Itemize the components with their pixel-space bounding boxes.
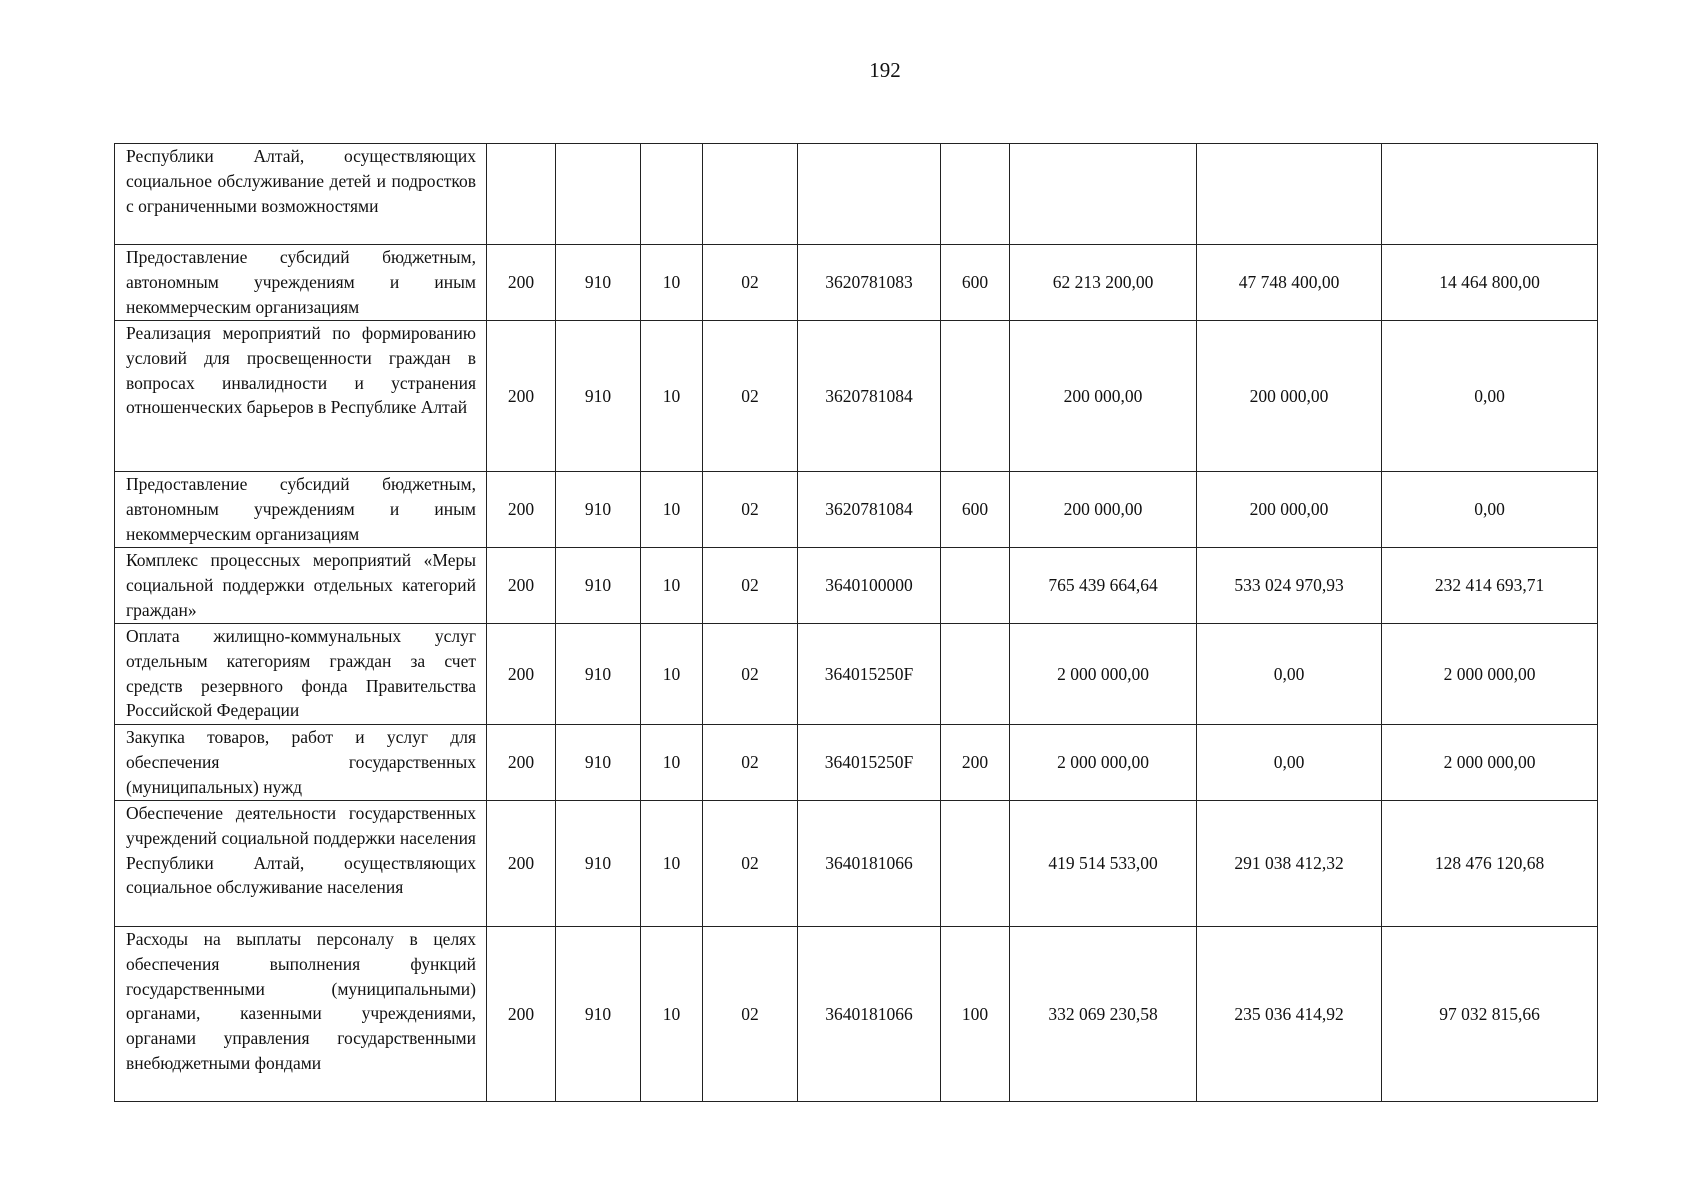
cell-col3	[556, 144, 641, 245]
cell-col4: 10	[641, 725, 703, 801]
cell-col9: 200 000,00	[1197, 321, 1382, 472]
cell-col10: 128 476 120,68	[1382, 801, 1598, 927]
cell-col6	[798, 144, 941, 245]
cell-col10: 2 000 000,00	[1382, 725, 1598, 801]
cell-col4: 10	[641, 472, 703, 548]
cell-col10: 2 000 000,00	[1382, 624, 1598, 725]
cell-col9: 291 038 412,32	[1197, 801, 1382, 927]
cell-col4: 10	[641, 801, 703, 927]
table-row	[115, 927, 1598, 1102]
cell-col5: 02	[703, 548, 798, 624]
cell-col7	[941, 321, 1010, 472]
cell-col2: 200	[487, 548, 556, 624]
cell-col4: 10	[641, 321, 703, 472]
cell-col5: 02	[703, 245, 798, 321]
cell-col5: 02	[703, 801, 798, 927]
cell-col10: 0,00	[1382, 472, 1598, 548]
cell-col7	[941, 801, 1010, 927]
cell-col5: 02	[703, 624, 798, 725]
row-description: Обеспечение деятельности государственных учреждений социальной поддержки населения Республики Алтай, осуществляющих социальное обслуживание населения	[115, 801, 487, 927]
cell-col4: 10	[641, 548, 703, 624]
cell-col3: 910	[556, 725, 641, 801]
cell-col9: 0,00	[1197, 624, 1382, 725]
cell-col8: 2 000 000,00	[1010, 725, 1197, 801]
row-description: Реализация мероприятий по формированию условий для просвещенности граждан в вопросах инвалидности и устранения отношенческих барьеров в Республике Алтай	[115, 321, 487, 472]
cell-col8: 200 000,00	[1010, 472, 1197, 548]
cell-col8: 200 000,00	[1010, 321, 1197, 472]
cell-col7	[941, 144, 1010, 245]
cell-col2: 200	[487, 624, 556, 725]
cell-col10: 14 464 800,00	[1382, 245, 1598, 321]
table-row	[115, 548, 1598, 624]
cell-col2: 200	[487, 245, 556, 321]
row-description: Закупка товаров, работ и услуг для обеспечения государственных (муниципальных) нужд	[115, 725, 487, 801]
cell-col6: 364015250F	[798, 725, 941, 801]
row-description: Предоставление субсидий бюджетным, автономным учреждениям и иным некоммерческим организациям	[115, 472, 487, 548]
cell-col8: 332 069 230,58	[1010, 927, 1197, 1102]
cell-col9: 533 024 970,93	[1197, 548, 1382, 624]
cell-col5: 02	[703, 472, 798, 548]
table-row	[115, 624, 1598, 725]
row-description: Республики Алтай, осуществляющих социальное обслуживание детей и подростков с ограниченными возможностями	[115, 144, 487, 245]
budget-table	[114, 143, 1598, 1102]
cell-col3: 910	[556, 245, 641, 321]
cell-col6: 3620781084	[798, 472, 941, 548]
table-row	[115, 725, 1598, 801]
cell-col4	[641, 144, 703, 245]
cell-col6: 3620781083	[798, 245, 941, 321]
cell-col7	[941, 624, 1010, 725]
cell-col2: 200	[487, 321, 556, 472]
table-row	[115, 472, 1598, 548]
cell-col7	[941, 548, 1010, 624]
cell-col9: 235 036 414,92	[1197, 927, 1382, 1102]
cell-col9: 200 000,00	[1197, 472, 1382, 548]
cell-col2	[487, 144, 556, 245]
cell-col8: 765 439 664,64	[1010, 548, 1197, 624]
cell-col8	[1010, 144, 1197, 245]
cell-col10: 232 414 693,71	[1382, 548, 1598, 624]
table-row	[115, 245, 1598, 321]
row-description: Оплата жилищно-коммунальных услуг отдельным категориям граждан за счет средств резервного фонда Правительства Российской Федерации	[115, 624, 487, 725]
cell-col5	[703, 144, 798, 245]
cell-col4: 10	[641, 245, 703, 321]
table-row	[115, 801, 1598, 927]
cell-col6: 3640181066	[798, 801, 941, 927]
cell-col2: 200	[487, 801, 556, 927]
table-row	[115, 321, 1598, 472]
cell-col7: 600	[941, 472, 1010, 548]
cell-col6: 364015250F	[798, 624, 941, 725]
cell-col6: 3640181066	[798, 927, 941, 1102]
cell-col5: 02	[703, 927, 798, 1102]
cell-col10	[1382, 144, 1598, 245]
cell-col2: 200	[487, 725, 556, 801]
cell-col6: 3640100000	[798, 548, 941, 624]
cell-col3: 910	[556, 624, 641, 725]
cell-col6: 3620781084	[798, 321, 941, 472]
cell-col5: 02	[703, 725, 798, 801]
cell-col8: 2 000 000,00	[1010, 624, 1197, 725]
cell-col3: 910	[556, 801, 641, 927]
cell-col3: 910	[556, 472, 641, 548]
cell-col9	[1197, 144, 1382, 245]
cell-col7: 100	[941, 927, 1010, 1102]
cell-col8: 419 514 533,00	[1010, 801, 1197, 927]
cell-col9: 47 748 400,00	[1197, 245, 1382, 321]
row-description: Расходы на выплаты персоналу в целях обеспечения выполнения функций государственными (муниципальными) органами, казенными учреждениями, органами управления государственными внебюджетными фондами	[115, 927, 487, 1102]
row-description: Комплекс процессных мероприятий «Меры социальной поддержки отдельных категорий граждан»	[115, 548, 487, 624]
cell-col3: 910	[556, 548, 641, 624]
cell-col7: 600	[941, 245, 1010, 321]
cell-col10: 97 032 815,66	[1382, 927, 1598, 1102]
cell-col8: 62 213 200,00	[1010, 245, 1197, 321]
cell-col4: 10	[641, 927, 703, 1102]
cell-col7: 200	[941, 725, 1010, 801]
table-row	[115, 144, 1598, 245]
cell-col3: 910	[556, 927, 641, 1102]
cell-col4: 10	[641, 624, 703, 725]
cell-col2: 200	[487, 927, 556, 1102]
cell-col2: 200	[487, 472, 556, 548]
page-number: 192	[869, 58, 901, 82]
cell-col10: 0,00	[1382, 321, 1598, 472]
cell-col3: 910	[556, 321, 641, 472]
row-description: Предоставление субсидий бюджетным, автономным учреждениям и иным некоммерческим организациям	[115, 245, 487, 321]
cell-col9: 0,00	[1197, 725, 1382, 801]
cell-col5: 02	[703, 321, 798, 472]
